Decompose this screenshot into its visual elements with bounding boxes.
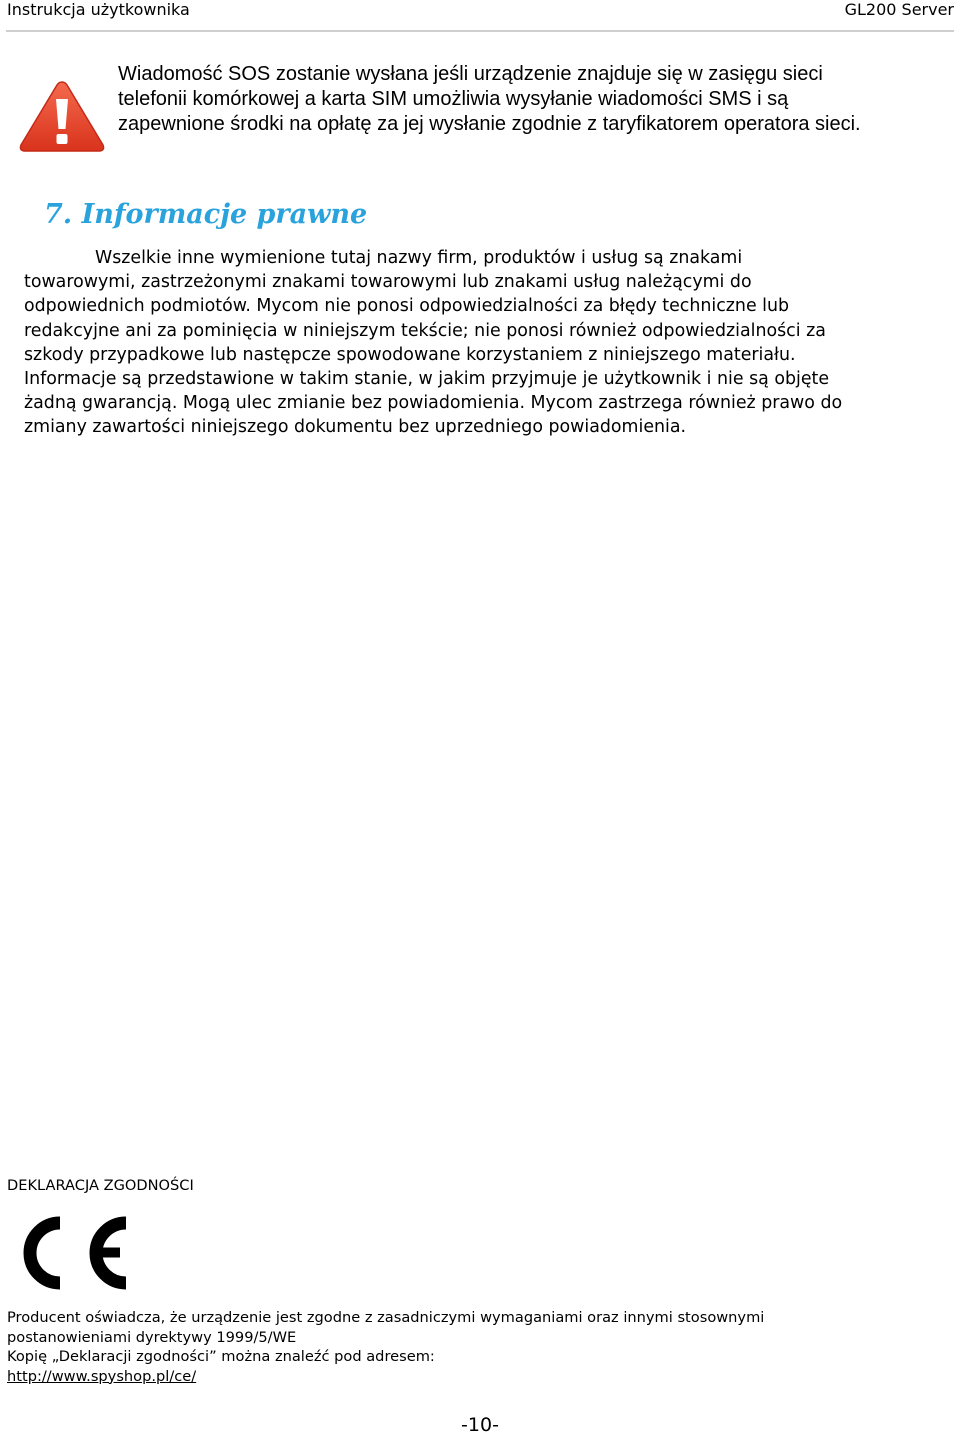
warning-triangle-icon (18, 79, 106, 153)
text-line: Producent oświadcza, że urządzenie jest zgodne z zasadniczymi wymaganiami oraz innymi stosownymi (7, 1309, 765, 1326)
text-line: Wszelkie inne wymienione tutaj nazwy firm, produktów i usług są znakami (95, 248, 743, 268)
page-number: -10- (461, 1414, 499, 1436)
text-line: postanowieniami dyrektywy 1999/5/WE (7, 1328, 297, 1346)
ce-mark-icon (8, 1209, 128, 1295)
text-line: towarowymi, zastrzeżonymi znakami towarowymi lub znakami usług należącymi do (24, 272, 752, 293)
header-document-title: Instrukcja użytkownika (7, 0, 190, 19)
text-line: żadną gwarancją. Mogą ulec zmianie bez powiadomienia. Mycom zastrzega również prawo do (24, 393, 843, 414)
text-line: Wiadomość SOS zostanie wysłana jeśli urządzenie znajduje się w zasięgu sieci (118, 63, 823, 85)
sos-warning-text (118, 62, 938, 137)
text-line: zmiany zawartości niniejszego dokumentu bez uprzedniego powiadomienia. (24, 417, 687, 438)
declaration-title: DEKLARACJA ZGODNOŚCI (7, 1177, 194, 1194)
declaration-link[interactable]: http://www.spyshop.pl/ce/ (7, 1367, 197, 1385)
legal-paragraph (24, 246, 944, 440)
text-line: zapewnione środki na opłatę za jej wysłanie zgodnie z taryfikatorem operatora sieci. (118, 113, 861, 135)
text-line: Kopię „Deklaracji zgodności” można znaleźć pod adresem: (7, 1348, 435, 1366)
header-product-name: GL200 Server (844, 0, 954, 19)
section-heading: 7. Informacje prawne (44, 199, 368, 230)
text-line: szkody przypadkowe lub następcze spowodowane korzystaniem z niniejszego materiału. (24, 344, 796, 365)
text-line: odpowiednich podmiotów. Mycom nie ponosi odpowiedzialności za błędy techniczne lub (24, 296, 790, 317)
text-line: redakcyjne ani za pominięcia w niniejszym tekście; nie ponosi również odpowiedzialności za (24, 320, 826, 341)
text-line: telefonii komórkowej a karta SIM umożliwia wysyłanie wiadomości SMS i są (118, 88, 789, 110)
text-line: Informacje są przedstawione w takim stanie, w jakim przyjmuje je użytkownik i nie są objęte (24, 369, 830, 390)
header-divider (6, 30, 954, 32)
declaration-body (7, 1308, 947, 1386)
